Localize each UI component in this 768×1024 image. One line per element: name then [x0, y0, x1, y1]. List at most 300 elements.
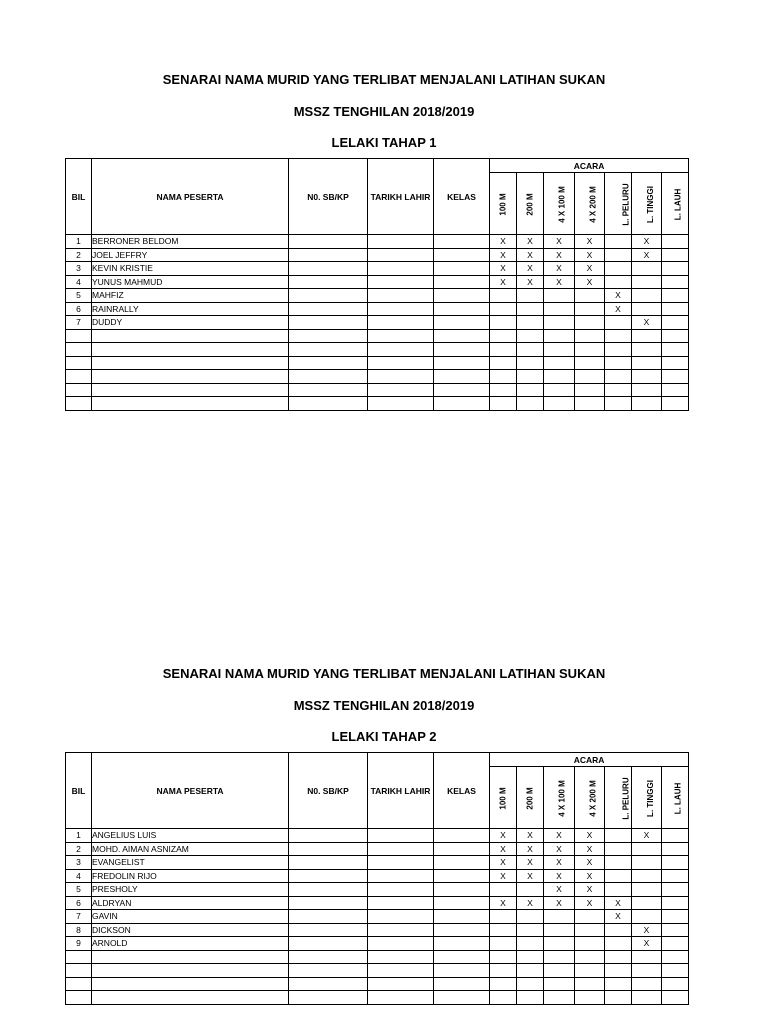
event-mark: [632, 329, 662, 343]
table-row: [66, 289, 689, 303]
event-mark: [517, 289, 544, 303]
event-mark: X: [490, 248, 517, 262]
header-event: [632, 767, 662, 829]
event-mark: X: [605, 302, 632, 316]
event-mark: [490, 302, 517, 316]
event-mark: [517, 370, 544, 384]
event-mark: [605, 829, 632, 843]
event-mark: [544, 289, 575, 303]
event-mark: [662, 343, 689, 357]
event-mark: [575, 923, 605, 937]
event-mark: [490, 370, 517, 384]
event-mark: [517, 964, 544, 978]
row-number: 2: [66, 842, 92, 856]
event-mark: X: [517, 856, 544, 870]
event-mark: X: [544, 829, 575, 843]
participant-name: [92, 991, 289, 1005]
event-mark: [662, 856, 689, 870]
sb-kp-number: [289, 383, 368, 397]
participant-name: ARNOLD: [92, 937, 289, 951]
row-number: [66, 991, 92, 1005]
event-mark: [517, 343, 544, 357]
event-mark: [632, 964, 662, 978]
event-mark: [605, 329, 632, 343]
birth-date: [368, 262, 434, 276]
row-number: [66, 950, 92, 964]
participant-name: GAVIN: [92, 910, 289, 924]
event-mark: X: [544, 262, 575, 276]
event-mark: [632, 977, 662, 991]
class-name: [434, 289, 490, 303]
event-mark: [575, 383, 605, 397]
event-mark: X: [575, 896, 605, 910]
birth-date: [368, 842, 434, 856]
birth-date: [368, 383, 434, 397]
birth-date: [368, 977, 434, 991]
class-name: [434, 275, 490, 289]
sb-kp-number: [289, 262, 368, 276]
event-mark: [490, 289, 517, 303]
event-label: L. PELURU: [621, 182, 631, 226]
row-number: [66, 370, 92, 384]
row-number: 7: [66, 910, 92, 924]
event-mark: X: [544, 248, 575, 262]
event-mark: X: [544, 896, 575, 910]
table-row: [66, 910, 689, 924]
event-mark: X: [544, 842, 575, 856]
sb-kp-number: [289, 869, 368, 883]
event-mark: [605, 275, 632, 289]
participant-name: YUNUS MAHMUD: [92, 275, 289, 289]
header-acara: ACARA: [490, 159, 689, 173]
event-mark: X: [490, 869, 517, 883]
birth-date: [368, 869, 434, 883]
header-event: [605, 173, 632, 235]
event-label: 200 M: [525, 192, 535, 216]
class-name: [434, 356, 490, 370]
event-mark: X: [517, 275, 544, 289]
participant-name: MOHD. AIMAN ASNIZAM: [92, 842, 289, 856]
table-row: [66, 397, 689, 411]
document-title: SENARAI NAMA MURID YANG TERLIBAT MENJALANI LATIHAN SUKAN: [162, 72, 606, 87]
event-mark: X: [575, 883, 605, 897]
table-row: [66, 977, 689, 991]
event-mark: [662, 937, 689, 951]
event-mark: [632, 869, 662, 883]
sb-kp-number: [289, 397, 368, 411]
event-mark: X: [544, 856, 575, 870]
table-row: [66, 829, 689, 843]
sb-kp-number: [289, 356, 368, 370]
class-name: [434, 991, 490, 1005]
event-mark: X: [575, 262, 605, 276]
event-mark: X: [490, 896, 517, 910]
participant-name: [92, 397, 289, 411]
event-mark: X: [632, 235, 662, 249]
row-number: [66, 329, 92, 343]
class-name: [434, 964, 490, 978]
event-mark: [517, 316, 544, 330]
sb-kp-number: [289, 316, 368, 330]
participant-table: [65, 752, 689, 1005]
event-mark: [575, 329, 605, 343]
event-mark: [517, 937, 544, 951]
class-name: [434, 235, 490, 249]
event-mark: X: [490, 842, 517, 856]
table-row: [66, 964, 689, 978]
row-number: [66, 343, 92, 357]
event-mark: [662, 370, 689, 384]
event-mark: [544, 356, 575, 370]
class-name: [434, 856, 490, 870]
table-row: [66, 869, 689, 883]
sb-kp-number: [289, 950, 368, 964]
event-mark: [662, 829, 689, 843]
event-mark: X: [517, 829, 544, 843]
event-mark: [490, 937, 517, 951]
class-name: [434, 248, 490, 262]
event-mark: X: [632, 248, 662, 262]
sb-kp-number: [289, 977, 368, 991]
event-mark: [517, 397, 544, 411]
event-mark: [632, 370, 662, 384]
event-mark: [544, 991, 575, 1005]
event-mark: [662, 275, 689, 289]
event-mark: [517, 383, 544, 397]
event-mark: [605, 964, 632, 978]
event-mark: [605, 343, 632, 357]
row-number: 5: [66, 289, 92, 303]
class-name: [434, 950, 490, 964]
event-mark: [544, 397, 575, 411]
event-mark: X: [517, 869, 544, 883]
event-mark: X: [517, 842, 544, 856]
event-mark: X: [544, 869, 575, 883]
sb-kp-number: [289, 896, 368, 910]
event-mark: [490, 991, 517, 1005]
participant-name: [92, 977, 289, 991]
event-label: L. PELURU: [621, 776, 631, 820]
event-mark: [605, 991, 632, 1005]
table-row: [66, 275, 689, 289]
participant-name: RAINRALLY: [92, 302, 289, 316]
event-mark: [605, 856, 632, 870]
header-event: [632, 173, 662, 235]
row-number: 8: [66, 923, 92, 937]
participant-name: DICKSON: [92, 923, 289, 937]
birth-date: [368, 991, 434, 1005]
table-row: [66, 370, 689, 384]
participant-name: ALDRYAN: [92, 896, 289, 910]
table-row: [66, 343, 689, 357]
class-name: [434, 842, 490, 856]
table-row: [66, 937, 689, 951]
event-mark: [662, 383, 689, 397]
event-mark: X: [605, 896, 632, 910]
birth-date: [368, 248, 434, 262]
sb-kp-number: [289, 923, 368, 937]
participant-name: [92, 370, 289, 384]
event-mark: [605, 370, 632, 384]
row-number: 6: [66, 896, 92, 910]
event-label: 4 X 100 M: [557, 185, 567, 223]
event-mark: [575, 316, 605, 330]
table-row: [66, 383, 689, 397]
header-event: [575, 173, 605, 235]
row-number: [66, 356, 92, 370]
row-number: 1: [66, 235, 92, 249]
event-mark: X: [575, 869, 605, 883]
row-number: [66, 383, 92, 397]
birth-date: [368, 356, 434, 370]
birth-date: [368, 829, 434, 843]
event-mark: [490, 397, 517, 411]
class-name: [434, 910, 490, 924]
header-acara: ACARA: [490, 753, 689, 767]
event-mark: [662, 896, 689, 910]
participant-name: [92, 383, 289, 397]
event-mark: [490, 329, 517, 343]
event-mark: X: [544, 883, 575, 897]
event-mark: [605, 316, 632, 330]
event-mark: [517, 883, 544, 897]
event-mark: [517, 923, 544, 937]
event-mark: [662, 302, 689, 316]
event-mark: [605, 883, 632, 897]
row-number: 4: [66, 869, 92, 883]
event-mark: X: [490, 856, 517, 870]
table-row: [66, 235, 689, 249]
event-mark: [662, 991, 689, 1005]
header-tarikh-lahir: TARIKH LAHIR: [368, 753, 434, 829]
participant-name: [92, 356, 289, 370]
event-mark: [662, 842, 689, 856]
event-mark: X: [632, 316, 662, 330]
class-name: [434, 316, 490, 330]
row-number: 1: [66, 829, 92, 843]
table-row: [66, 896, 689, 910]
event-mark: X: [517, 235, 544, 249]
event-mark: [575, 950, 605, 964]
event-mark: [662, 356, 689, 370]
header-event: [575, 767, 605, 829]
event-mark: [517, 329, 544, 343]
header-event: [517, 173, 544, 235]
event-mark: [632, 856, 662, 870]
category-title: LELAKI TAHAP 1: [331, 135, 437, 150]
header-event: [490, 767, 517, 829]
row-number: 9: [66, 937, 92, 951]
header-no-sb-kp: N0. SB/KP: [289, 159, 368, 235]
event-mark: [575, 289, 605, 303]
event-mark: [517, 302, 544, 316]
class-name: [434, 829, 490, 843]
event-mark: [605, 923, 632, 937]
table-row: [66, 842, 689, 856]
row-number: 3: [66, 262, 92, 276]
event-mark: [544, 977, 575, 991]
birth-date: [368, 302, 434, 316]
birth-date: [368, 950, 434, 964]
row-number: 5: [66, 883, 92, 897]
event-mark: [490, 356, 517, 370]
event-mark: X: [517, 248, 544, 262]
event-mark: [490, 950, 517, 964]
event-mark: [662, 316, 689, 330]
event-mark: [632, 302, 662, 316]
event-mark: [605, 977, 632, 991]
header-event: [662, 767, 689, 829]
event-mark: [662, 964, 689, 978]
header-no-sb-kp: N0. SB/KP: [289, 753, 368, 829]
class-name: [434, 977, 490, 991]
event-mark: X: [605, 910, 632, 924]
event-mark: [544, 329, 575, 343]
event-mark: [662, 289, 689, 303]
participant-name: [92, 343, 289, 357]
event-label: L. LAUH: [673, 188, 683, 220]
participant-table: [65, 158, 689, 411]
event-mark: [517, 950, 544, 964]
event-mark: [662, 950, 689, 964]
participant-name: PRESHOLY: [92, 883, 289, 897]
event-mark: [490, 316, 517, 330]
category-title: LELAKI TAHAP 2: [331, 729, 437, 744]
row-number: 6: [66, 302, 92, 316]
event-mark: X: [575, 275, 605, 289]
event-mark: X: [490, 235, 517, 249]
sb-kp-number: [289, 248, 368, 262]
participant-name: MAHFIZ: [92, 289, 289, 303]
event-mark: [575, 991, 605, 1005]
header-kelas: KELAS: [434, 159, 490, 235]
class-name: [434, 883, 490, 897]
birth-date: [368, 289, 434, 303]
event-mark: [632, 910, 662, 924]
birth-date: [368, 370, 434, 384]
event-mark: [544, 923, 575, 937]
table-row: [66, 856, 689, 870]
event-mark: [605, 248, 632, 262]
class-name: [434, 869, 490, 883]
birth-date: [368, 937, 434, 951]
event-mark: [544, 343, 575, 357]
event-mark: [632, 289, 662, 303]
event-mark: [544, 316, 575, 330]
event-mark: [490, 910, 517, 924]
event-mark: X: [575, 829, 605, 843]
header-bil: BIL: [66, 753, 92, 829]
table-row: [66, 329, 689, 343]
event-mark: [605, 397, 632, 411]
event-label: 100 M: [498, 786, 508, 810]
birth-date: [368, 316, 434, 330]
birth-date: [368, 923, 434, 937]
class-name: [434, 370, 490, 384]
event-mark: [575, 910, 605, 924]
event-mark: X: [632, 923, 662, 937]
birth-date: [368, 397, 434, 411]
event-mark: [517, 356, 544, 370]
sb-kp-number: [289, 370, 368, 384]
participant-name: [92, 950, 289, 964]
participant-name: KEVIN KRISTIE: [92, 262, 289, 276]
event-mark: [632, 950, 662, 964]
event-mark: [517, 910, 544, 924]
birth-date: [368, 343, 434, 357]
sb-kp-number: [289, 289, 368, 303]
sb-kp-number: [289, 829, 368, 843]
header-kelas: KELAS: [434, 753, 490, 829]
class-name: [434, 343, 490, 357]
event-mark: [605, 356, 632, 370]
row-number: [66, 977, 92, 991]
event-mark: X: [490, 262, 517, 276]
header-event: [544, 767, 575, 829]
birth-date: [368, 910, 434, 924]
event-mark: [632, 991, 662, 1005]
event-mark: [575, 343, 605, 357]
event-label: 4 X 200 M: [588, 779, 598, 817]
table-row: [66, 302, 689, 316]
birth-date: [368, 329, 434, 343]
class-name: [434, 383, 490, 397]
participant-name: [92, 964, 289, 978]
event-label: L. TINGGI: [645, 185, 655, 223]
event-label: L. LAUH: [673, 782, 683, 814]
event-mark: [662, 883, 689, 897]
event-mark: [517, 977, 544, 991]
sb-kp-number: [289, 910, 368, 924]
row-number: 4: [66, 275, 92, 289]
participant-name: [92, 329, 289, 343]
event-mark: [662, 248, 689, 262]
event-mark: [605, 262, 632, 276]
sb-kp-number: [289, 856, 368, 870]
event-mark: [490, 383, 517, 397]
row-number: [66, 397, 92, 411]
class-name: [434, 937, 490, 951]
header-nama-peserta: NAMA PESERTA: [92, 753, 289, 829]
event-mark: [632, 397, 662, 411]
event-mark: [490, 883, 517, 897]
event-mark: [605, 842, 632, 856]
event-mark: [490, 343, 517, 357]
event-mark: [632, 883, 662, 897]
event-mark: [575, 302, 605, 316]
header-event: [490, 173, 517, 235]
sb-kp-number: [289, 329, 368, 343]
header-event: [517, 767, 544, 829]
event-mark: [662, 235, 689, 249]
class-name: [434, 262, 490, 276]
event-label: 100 M: [498, 192, 508, 216]
table-row: [66, 883, 689, 897]
participant-name: JOEL JEFFRY: [92, 248, 289, 262]
school-year-title: MSSZ TENGHILAN 2018/2019: [293, 104, 475, 119]
event-mark: X: [575, 235, 605, 249]
event-label: 4 X 200 M: [588, 185, 598, 223]
row-number: 3: [66, 856, 92, 870]
table-row: [66, 248, 689, 262]
event-mark: X: [575, 248, 605, 262]
birth-date: [368, 235, 434, 249]
event-mark: [632, 275, 662, 289]
event-mark: [575, 397, 605, 411]
event-mark: X: [544, 235, 575, 249]
class-name: [434, 397, 490, 411]
event-mark: [544, 937, 575, 951]
